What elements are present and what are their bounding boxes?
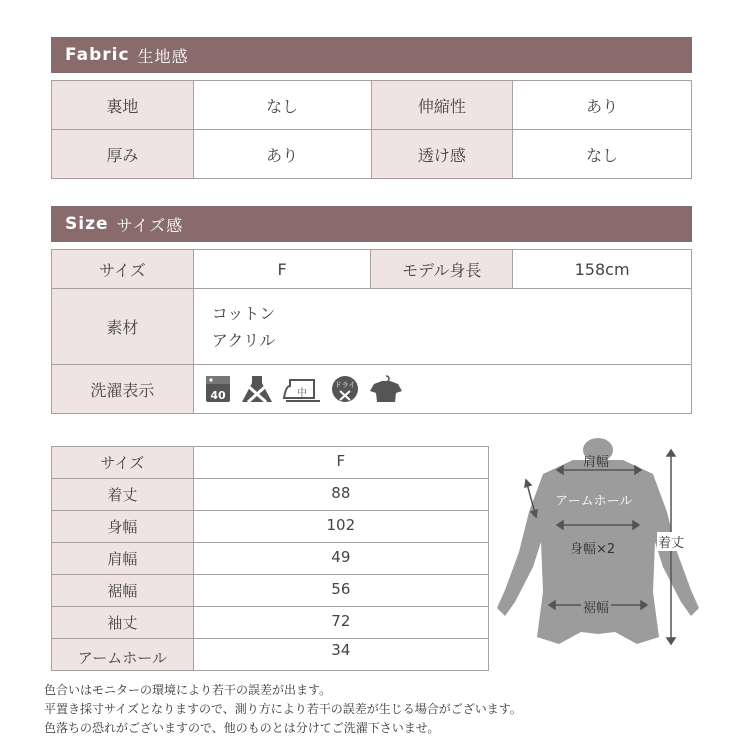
table-row [52, 543, 489, 575]
no-bleach-icon [238, 374, 276, 404]
thickness-label: 厚み [52, 130, 194, 179]
model-height-label: モデル身長 [371, 250, 513, 289]
stretch-value: あり [513, 81, 692, 130]
measure-header-label: サイズ [52, 447, 194, 479]
material-item: コットン [211, 303, 276, 323]
no-dry-clean-icon [328, 374, 362, 404]
length-label: 着丈 [52, 479, 194, 511]
thickness-value: あり [193, 130, 371, 179]
size-title-en: Size [65, 214, 109, 234]
note-line: 平置き採寸サイズとなりますので、測り方により若干の誤差が生じる場合がございます。 [44, 702, 522, 716]
dry-text: ドライ [334, 381, 356, 389]
material-item: アクリル [211, 330, 276, 350]
table-row [52, 289, 692, 365]
figure-body-width-label: 身幅×2 [570, 542, 616, 557]
table-row [52, 365, 692, 414]
table-row [52, 250, 692, 289]
shoulder-label: 肩幅 [52, 543, 194, 575]
figure-shoulder-label: 肩幅 [583, 455, 610, 470]
hem-value: 56 [193, 575, 488, 607]
iron-level-text: 中 [296, 388, 307, 399]
table-row [52, 575, 489, 607]
figure-length-label: 着丈 [657, 532, 685, 551]
table-row [52, 447, 489, 479]
garment-diagram [495, 432, 710, 652]
size-table [51, 249, 692, 414]
fabric-table [51, 80, 692, 179]
measure-header-value: F [193, 447, 488, 479]
body-width-label: 身幅 [52, 511, 194, 543]
wash-label: 洗濯表示 [52, 365, 194, 414]
measurement-table [51, 446, 489, 671]
wash-temp-text: 40 [210, 389, 226, 402]
fabric-title-en: Fabric [65, 45, 130, 65]
fabric-section-header [51, 37, 692, 73]
size-label: サイズ [52, 250, 194, 289]
wash-icons-cell [193, 365, 691, 414]
size-title-jp: サイズ感 [116, 215, 184, 235]
material-label: 素材 [52, 289, 194, 365]
sheerness-label: 透け感 [371, 130, 513, 179]
fabric-title-jp: 生地感 [137, 46, 189, 66]
iron-medium-icon [282, 374, 322, 404]
model-height-value: 158cm [513, 250, 692, 289]
sleeve-value: 72 [193, 607, 488, 639]
size-value: F [193, 250, 371, 289]
note-line: 色落ちの恐れがございますので、他のものとは分けてご洗濯下さいませ。 [44, 721, 440, 735]
stretch-label: 伸縮性 [371, 81, 513, 130]
lining-label: 裏地 [52, 81, 194, 130]
sheerness-value: なし [513, 130, 692, 179]
size-section-header [51, 206, 692, 242]
body-width-value: 102 [193, 511, 488, 543]
length-value: 88 [193, 479, 488, 511]
table-row [52, 130, 692, 179]
hang-dry-icon [368, 374, 404, 404]
machine-wash-40-icon [204, 374, 232, 404]
sleeve-label: 袖丈 [52, 607, 194, 639]
material-values [193, 289, 691, 365]
table-row [52, 607, 489, 639]
table-row [52, 639, 489, 671]
figure-hem-label: 裾幅 [581, 597, 611, 616]
table-row [52, 511, 489, 543]
armhole-label: アームホール [52, 639, 194, 671]
note-line: 色合いはモニターの環境により若干の誤差が出ます。 [44, 683, 332, 697]
armhole-value: 34 [193, 639, 488, 671]
figure-armhole-label: アームホール [553, 490, 634, 509]
notes [44, 681, 522, 738]
table-row [52, 479, 489, 511]
lining-value: なし [193, 81, 371, 130]
hem-label: 裾幅 [52, 575, 194, 607]
shoulder-value: 49 [193, 543, 488, 575]
table-row [52, 81, 692, 130]
